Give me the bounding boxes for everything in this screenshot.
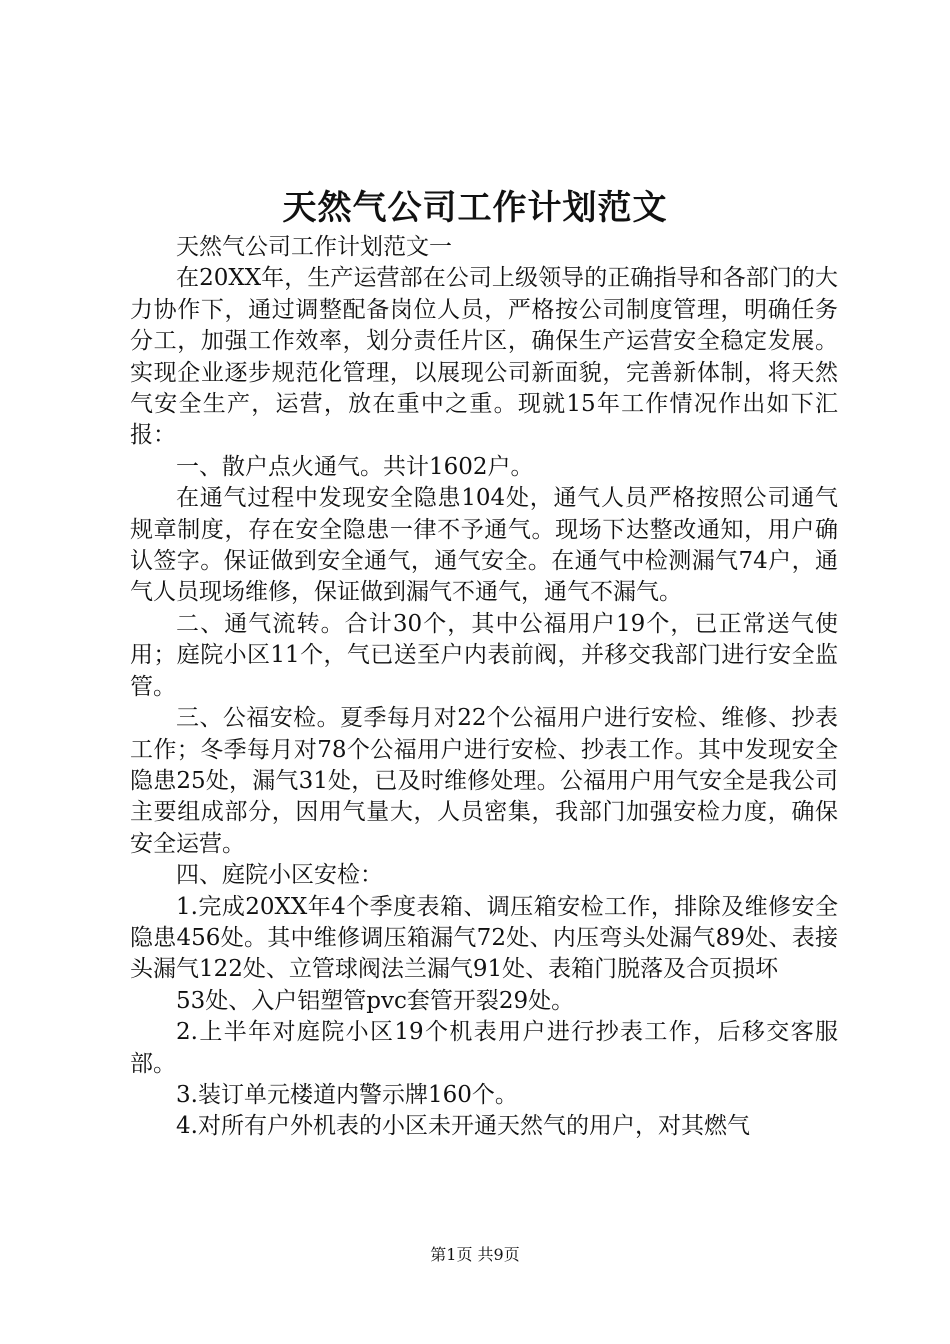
paragraph-item-1-cont: 53处、入户铝塑管pvc套管开裂29处。	[176, 987, 575, 1014]
paragraph-section-3: 三、公福安检。夏季每月对22个公福用户进行安检、维修、抄表工作；冬季每月对78个公福用户进行安检、抄表工作。其中发现安全隐患25处，漏气31处，已及时维修处理。公福用户用气安全是我公司主要组成部分，因用气量大，人员密集，我部门加强安检力度，确保安全运营。	[130, 705, 838, 857]
document-body	[130, 232, 838, 1143]
paragraph-item-3: 3.装订单元楼道内警示牌160个。	[176, 1081, 518, 1108]
paragraph-section-4: 四、庭院小区安检：	[176, 862, 383, 889]
document-title: 天然气公司工作计划范文	[282, 188, 668, 228]
paragraph-section-1-detail: 在通气过程中发现安全隐患104处，通气人员严格按照公司通气规章制度，存在安全隐患一律不予通气。现场下达整改通知，用户确认签字。保证做到安全通气，通气安全。在通气中检测漏气74户，通气人员现场维修，保证做到漏气不通气，通气不漏气。	[130, 485, 838, 606]
paragraph-section-2: 二、通气流转。合计30个，其中公福用户19个，已正常送气使用；庭院小区11个，气已送至户内表前阀，并移交我部门进行安全监管。	[130, 610, 838, 700]
paragraph-item-1: 1.完成20XX年4个季度表箱、调压箱安检工作，排除及维修安全隐患456处。其中维修调压箱漏气72处、内压弯头处漏气89处、表接头漏气122处、立管球阀法兰漏气91处、表箱门脱落及合页损坏	[130, 893, 838, 983]
paragraph-item-4: 4.对所有户外机表的小区未开通天然气的用户，对其燃气	[176, 1113, 750, 1140]
page-footer: 第1页 共9页	[430, 1245, 520, 1264]
paragraph-item-2: 2.上半年对庭院小区19个机表用户进行抄表工作，后移交客服部。	[130, 1019, 838, 1077]
paragraph-section-1: 一、散户点火通气。共计1602户。	[176, 453, 534, 480]
paragraph-heading: 天然气公司工作计划范文一	[176, 234, 452, 260]
paragraph-intro: 在20XX年，生产运营部在公司上级领导的正确指导和各部门的大力协作下，通过调整配备岗位人员，严格按公司制度管理，明确任务分工，加强工作效率，划分责任片区，确保生产运营安全稳定发展。实现企业逐步规范化管理，以展现公司新面貌，完善新体制，将天然气安全生产，运营，放在重中之重。现就15年工作情况作出如下汇报：	[130, 265, 838, 449]
